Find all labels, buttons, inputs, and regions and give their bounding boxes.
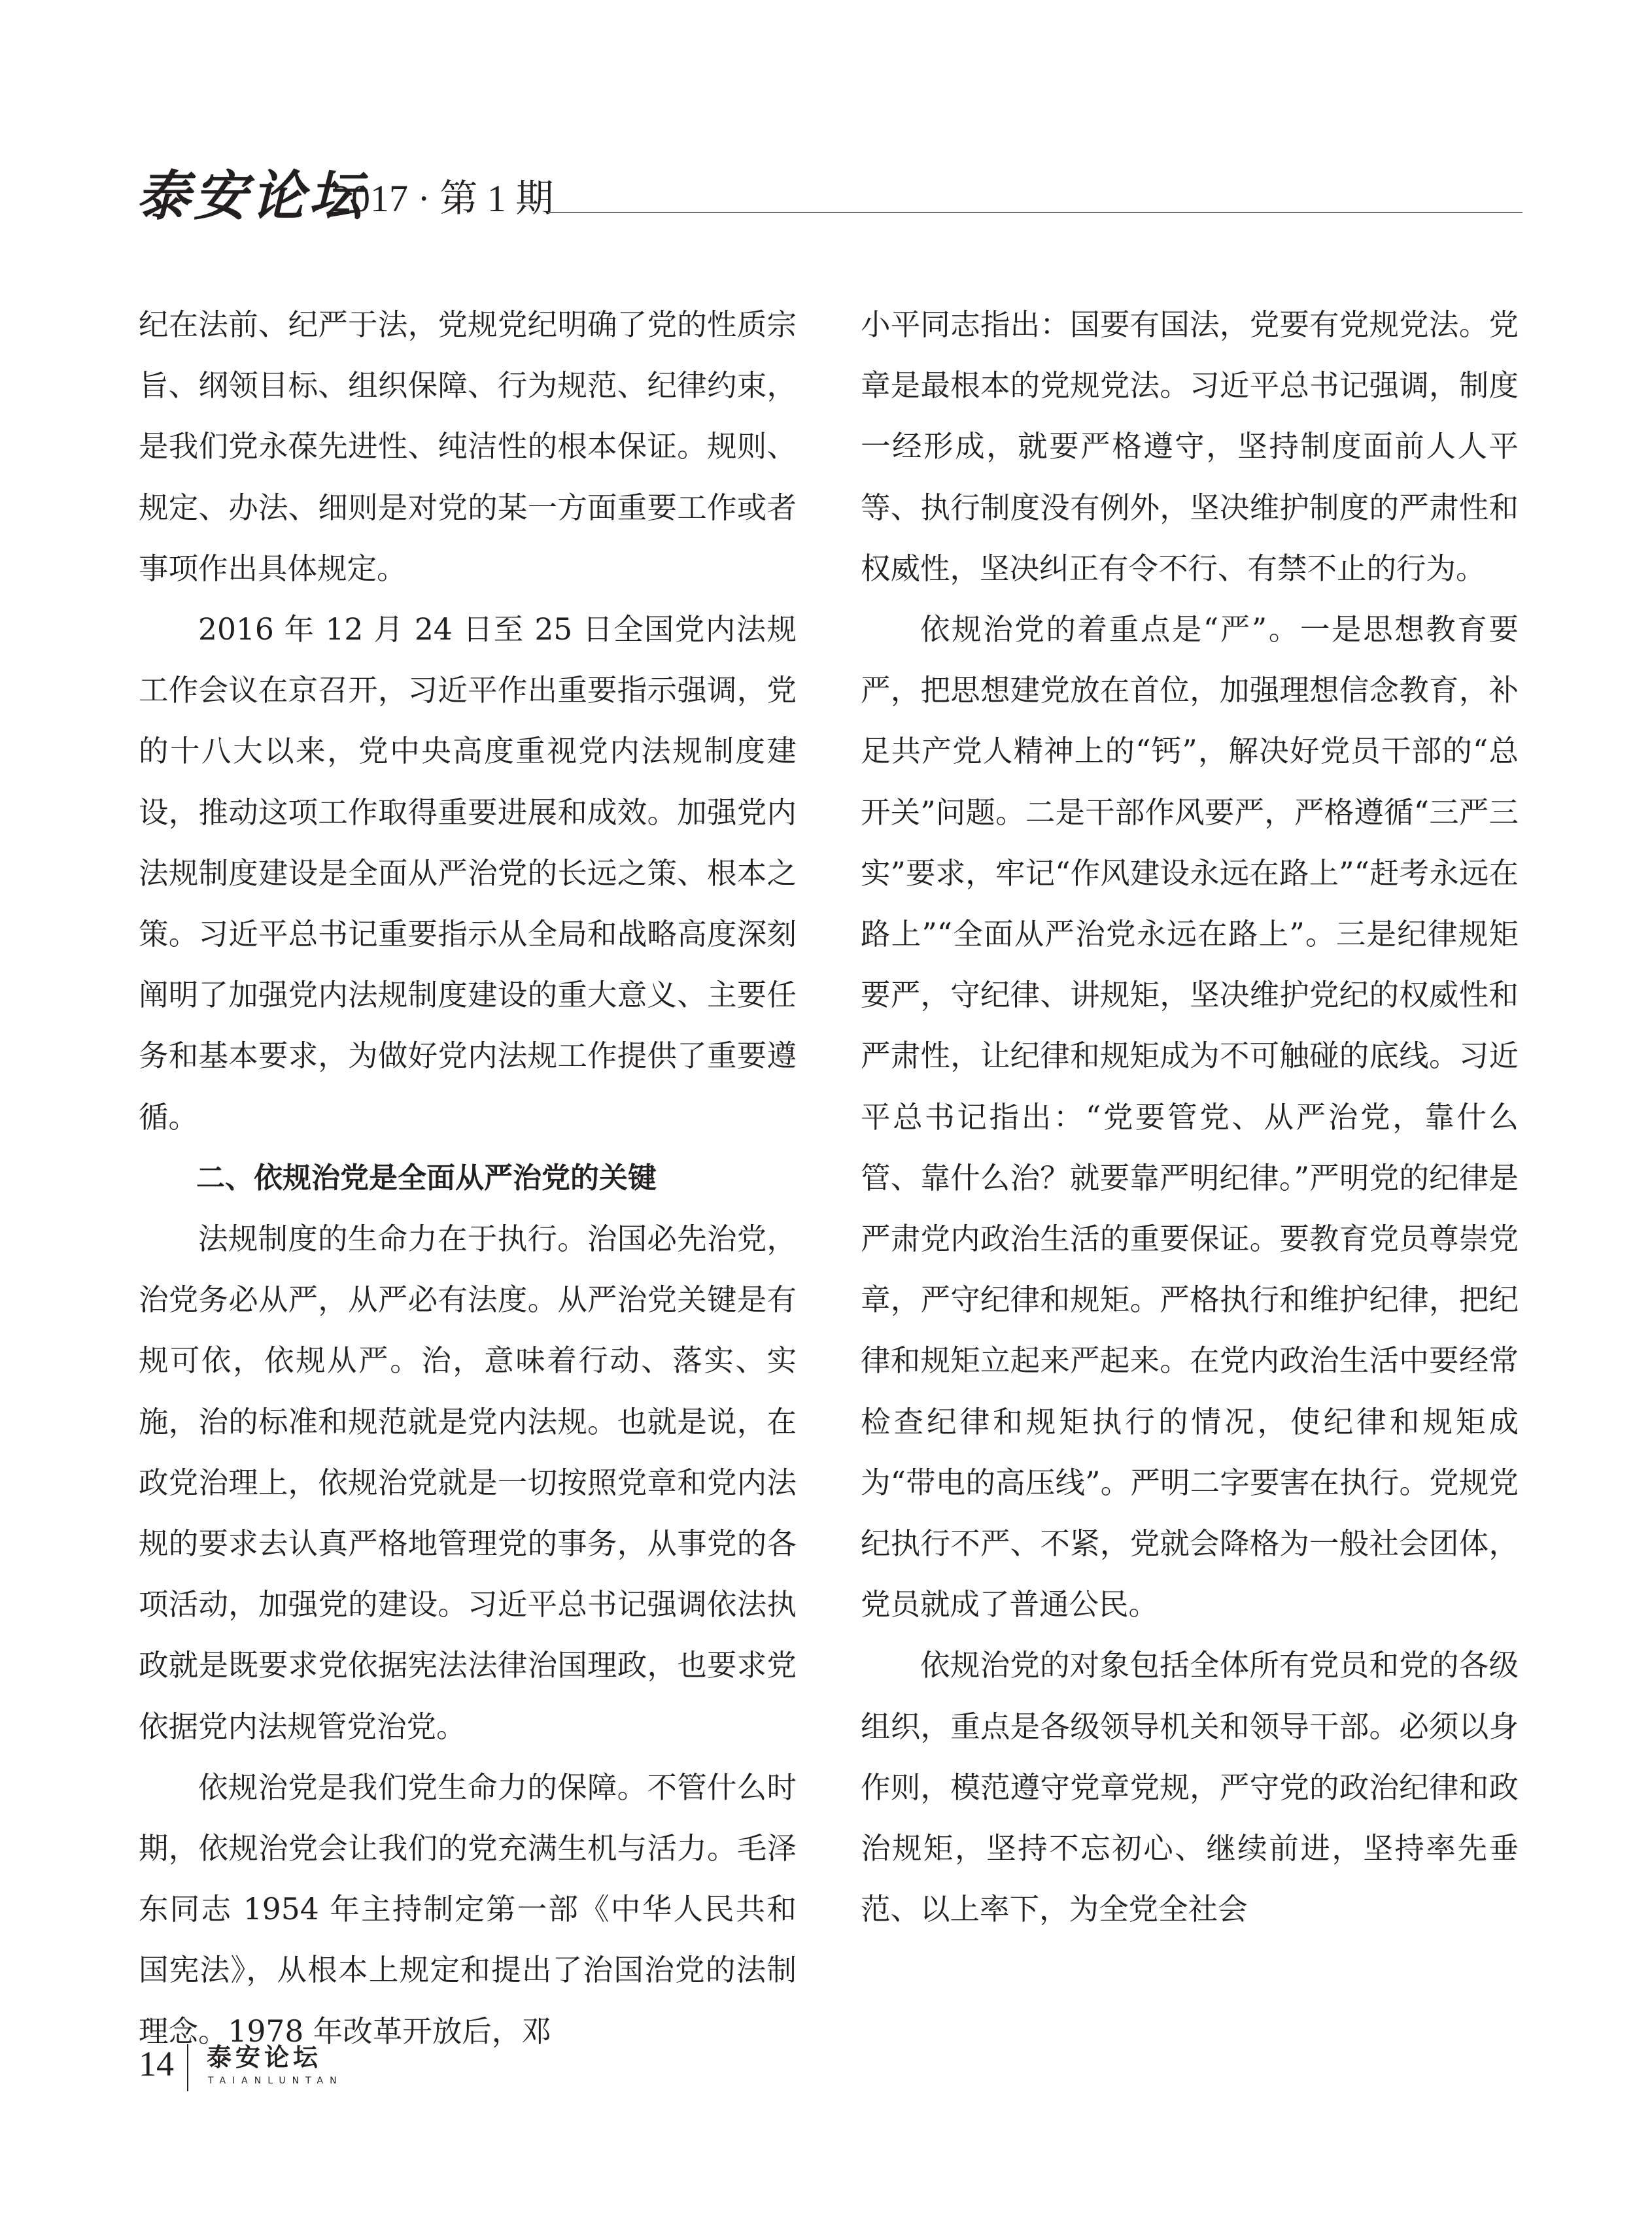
issue-label: 2017 · 第 1 期 [332,177,554,220]
paragraph: 依规治党的着重点是“严”。一是思想教育要严，把思想建党放在首位，加强理想信念教育，补足共产党人精神上的“钙”，解决好党员干部的“总开关”问题。二是干部作风要严，严格遵循“三严三实”要求，牢记“作风建设永远在路上”“赶考永远在路上”“全面从严治党永远在路上”。三是纪律规矩要严，守纪律、讲规矩，坚决维护党纪的权威性和严肃性，让纪律和规矩成为不可触碰的底线。习近平总书记指出：“党要管党、从严治党，靠什么管、靠什么治？就要靠严明纪律。”严明党的纪律是严肃党内政治生活的重要保证。要教育党员尊崇党章，严守纪律和规矩。严格执行和维护纪律，把纪律和规矩立起来严起来。在党内政治生活中要经常检查纪律和规矩执行的情况，使纪律和规矩成为“带电的高压线”。严明二字要害在执行。党规党纪执行不严、不紧，党就会降格为一般社会团体，党员就成了普通公民。 [861,612,1519,1622]
paragraph: 法规制度的生命力在于执行。治国必先治党，治党务必从严，从严必有法度。从严治党关键是有规可依，依规从严。治，意味着行动、落实、实施，治的标准和规范就是党内法规。也就是说，在政党治理上，依规治党就是一切按照党章和党内法规的要求去认真严格地管理党的事务，从事党的各项活动，加强党的建设。习近平总书记强调依法执政就是既要求党依据宪法法律治国理政，也要求党依据党内法规管党治党。 [139,1222,797,1744]
paragraph: 依规治党是我们党生命力的保障。不管什么时期，依规治党会让我们的党充满生机与活力。毛泽东同志 1954 年主持制定第一部《中华人民共和国宪法》，从根本上规定和提出了治国治党的法制理念。1978 年改革开放后，邓 [139,1770,797,2049]
footer-divider [187,2044,188,2091]
journal-title: 泰安论坛 [136,165,366,228]
header-rule [548,212,1523,213]
section-heading: 二、依规治党是全面从严治党的关键 [196,1161,657,1195]
paragraph: 小平同志指出：国要有国法，党要有党规党法。党章是最根本的党规党法。习近平总书记强调，制度一经形成，就要严格遵守，坚持制度面前人人平等、执行制度没有例外，坚决维护制度的严肃性和权威性，坚决纠正有令不行、有禁不止的行为。 [861,307,1519,586]
left-column [139,294,797,2062]
page-number: 14 [139,2044,174,2083]
right-column [861,294,1519,1940]
paragraph: 2016 年 12 月 24 日至 25 日全国党内法规工作会议在京召开，习近平作出重要指示强调，党的十八大以来，党中央高度重视党内法规制度建设，推动这项工作取得重要进展和成效。加强党内法规制度建设是全面从严治党的长远之策、根本之策。习近平总书记重要指示从全局和战略高度深刻阐明了加强党内法规制度建设的重大意义、主要任务和基本要求，为做好党内法规工作提供了重要遵循。 [139,612,797,1135]
footer-journal-name: 泰安论坛 [207,2043,322,2072]
paragraph: 依规治党的对象包括全体所有党员和党的各级组织，重点是各级领导机关和领导干部。必须以身作则，模范遵守党章党规，严守党的政治纪律和政治规矩，坚持不忘初心、继续前进，坚持率先垂范、以上率下，为全党全社会 [861,1648,1519,1927]
page-header [136,163,1523,229]
paragraph: 纪在法前、纪严于法，党规党纪明确了党的性质宗旨、纲领目标、组织保障、行为规范、纪律约束，是我们党永葆先进性、纯洁性的根本保证。规则、规定、办法、细则是对党的某一方面重要工作或者事项作出具体规定。 [139,307,797,586]
footer-journal-pinyin: TAIANLUNTAN [208,2076,343,2086]
